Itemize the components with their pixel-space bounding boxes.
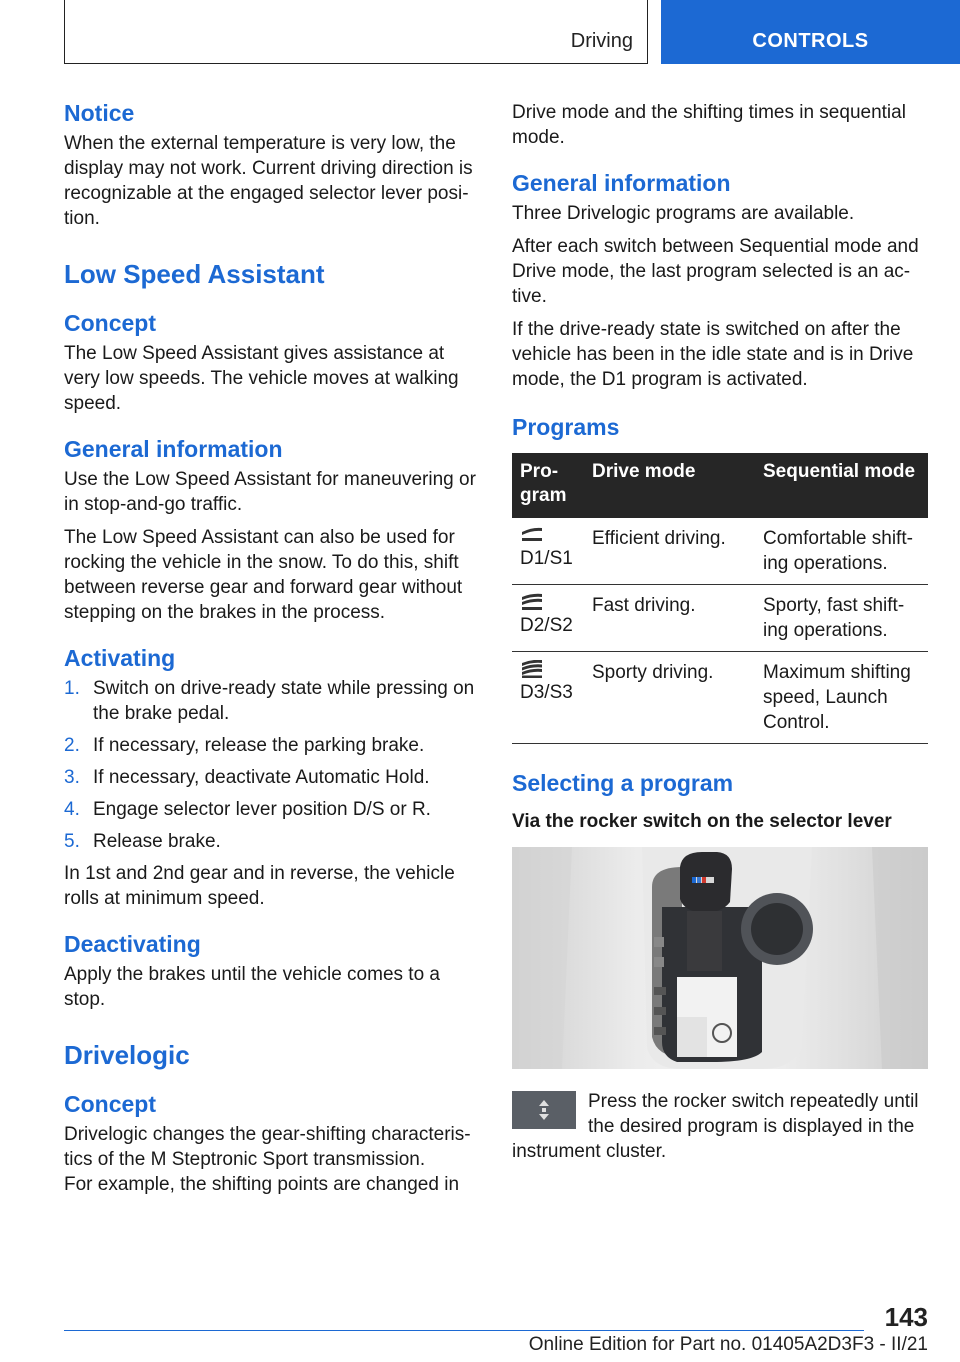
activating-note: In 1st and 2nd gear and in reverse, the vehicle rolls at minimum speed. [64,863,455,909]
right-column [512,100,928,1164]
footer-edition: Online Edition for Part no. 01405A2D3F3 - II/21 [528,1334,928,1355]
header-section-box [64,0,648,64]
step-number: 2. [64,735,80,756]
step-number: 3. [64,767,80,788]
drivelogic-2-icon [520,593,544,611]
program-cell [512,518,584,585]
col-header-program: Program [512,453,584,518]
footer-divider [64,1330,864,1331]
rocker-switch-subheading: Via the rocker switch on the selector lever [512,811,892,832]
drivelogic-concept-text-2: For example, the shifting points are changed in [64,1174,460,1195]
step-number: 1. [64,678,80,699]
drivelogic-1-icon [520,526,544,544]
lsa-general-text-2: The Low Speed Assistant can also be used for rocking the vehicle in the snow. To do this, shift between reverse gear and forward gear without stepping on the brakes in the process. [64,527,463,623]
col-header-drive-mode: Drive mode [584,453,755,518]
selector-lever-photo [512,847,928,1069]
list-item [64,676,482,726]
deactivating-heading: Deactivating [64,931,201,957]
program-cell [512,652,584,744]
notice-heading: Notice [64,100,135,126]
sequential-mode-cell: Comfortable shifting operations. [755,518,928,585]
sequential-mode-cell: Maximum shifting speed, Launch Control. [755,652,928,744]
drive-mode-cell: Efficient driving. [584,518,755,585]
notice-text: When the external temperature is very low, the display may not work. Current driving direction is recognizable at the engaged selector lever position. [64,133,473,229]
programs-heading: Programs [512,414,620,440]
activating-heading: Activating [64,645,176,671]
drivelogic-concept-text-1: Drivelogic changes the gear-shifting characteristics of the M Steptronic Sport transmission. [64,1124,471,1170]
header-chapter-box [661,0,960,64]
step-text: Release brake. [93,831,221,852]
drive-mode-cell: Sporty driving. [584,652,755,744]
list-item [64,733,482,758]
step-number: 5. [64,831,80,852]
low-speed-assistant-heading: Low Speed Assistant [64,259,325,289]
list-item [64,765,482,790]
step-text: Engage selector lever position D/S or R. [93,799,431,820]
continued-text: Drive mode and the shifting times in sequential mode. [512,102,906,148]
program-cell [512,585,584,652]
drivelogic-concept-heading: Concept [64,1091,156,1117]
drivelogic-heading: Drivelogic [64,1040,190,1070]
header-chapter-label: CONTROLS [752,30,869,52]
sequential-mode-cell: Sporty, fast shifting operations. [755,585,928,652]
rocker-switch-image [512,1091,576,1129]
left-column [64,100,482,1205]
table-row [512,518,928,585]
program-label: D2/S2 [520,615,573,636]
step-text: If necessary, deactivate Automatic Hold. [93,767,430,788]
rocker-switch-instruction [512,1089,928,1139]
table-row [512,652,928,744]
lsa-general-heading: General information [64,436,283,462]
drive-mode-cell: Fast driving. [584,585,755,652]
selecting-program-heading: Selecting a program [512,770,734,796]
rocker-switch-icon [536,1098,552,1122]
rocker-switch-text-continued: instrument cluster. [512,1141,667,1162]
selector-lever-illustration [512,847,928,1069]
lsa-general-text-1: Use the Low Speed Assistant for maneuvering or in stop-and-go traffic. [64,469,476,515]
lsa-concept-text: The Low Speed Assistant gives assistance at very low speeds. The vehicle moves at walking speed. [64,343,459,414]
col-header-sequential-mode: Sequential mode [755,453,928,518]
table-header-row [512,453,928,518]
programs-table [512,453,928,744]
step-number: 4. [64,799,80,820]
list-item [64,797,482,822]
dl-general-text-2: After each switch between Sequential mode and Drive mode, the last program selected is an active. [512,236,919,307]
step-text: Switch on drive-ready state while pressing on the brake pedal. [93,678,475,724]
table-row [512,585,928,652]
page-number: 143 [884,1302,928,1332]
program-label: D1/S1 [520,548,573,569]
lsa-concept-heading: Concept [64,310,156,336]
dl-general-heading: General information [512,170,731,196]
deactivating-text: Apply the brakes until the vehicle comes to a stop. [64,964,440,1010]
activating-steps [64,676,482,854]
dl-general-text-3: If the drive-ready state is switched on after the vehicle has been in the idle state and is in Drive mode, the D1 program is activated. [512,319,914,390]
program-label: D3/S3 [520,682,573,703]
step-text: If necessary, release the parking brake. [93,735,425,756]
list-item [64,829,482,854]
header-section-label: Driving [570,30,633,52]
rocker-switch-text: Press the rocker switch repeatedly until the desired program is displayed in the [588,1091,919,1137]
dl-general-text-1: Three Drivelogic programs are available. [512,203,855,224]
drivelogic-3-icon [520,660,544,678]
